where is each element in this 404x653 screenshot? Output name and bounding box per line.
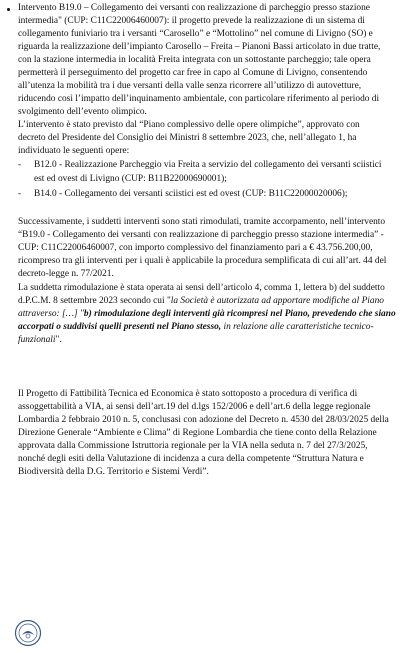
dash-marker: - xyxy=(18,160,22,170)
paragraph-line: approvata dalla Commissione Istruttoria regionale per la VIA nella seduta n. 7 del 27/3/2025, xyxy=(18,441,368,451)
bullet-line: svolgimento dell’evento olimpico. xyxy=(18,107,147,117)
italic-quote: in relazione alle caratteristiche tecnico- xyxy=(221,322,374,332)
paragraph-line: Successivamente, i suddetti interventi sono stati rimodulati, tramite accorpamento, nell’intervento xyxy=(18,217,386,227)
paragraph-line: Lombardia 2 febbraio 2010 n. 5, conclusasi con adozione del Decreto n. 4530 del 28/03/2025 della xyxy=(18,415,389,425)
paragraph-line: individuato le seguenti opere: xyxy=(18,146,130,156)
paragraph-line: Direzione Generale “Ambiente e Clima” di Regione Lombardia che tiene conto della Relazione xyxy=(18,428,377,438)
bullet-line: riducendo così l’impatto dell’inquinamento ambientale, con particolare riferimento al periodo di xyxy=(18,94,380,104)
italic-quote: la Società è autorizzata ad apportare modifiche al Piano xyxy=(170,296,384,306)
bullet-line: Intervento B19.0 – Collegamento dei versanti con realizzazione di parcheggio presso stazione xyxy=(18,3,370,13)
dash-item-line: B14.0 - Collegamento dei versanti sciistici est ed ovest (CUP: B11C22000020006); xyxy=(34,189,348,199)
dash-item-line: est ed ovest di Livigno (CUP: B11B22000690001); xyxy=(34,174,227,184)
bullet-line: con la stazione intermedia in località Freita integrata con un sottostante parcheggio; tale opera xyxy=(18,55,371,65)
paragraph-line: assoggettabilità a VIA, ai sensi dell’art.19 del d.lgs 152/2006 e dell’art.6 della legge regionale xyxy=(18,402,371,412)
bullet-line: collegamento funiviario tra i versanti “Carosello” e “Mottolino” nel comune di Livigno (SO) e xyxy=(18,29,373,39)
circular-seal-icon xyxy=(14,619,42,647)
italic-quote: attraverso: […] " xyxy=(18,309,84,319)
bullet-line: intermedia" (CUP: C11C22006460007): il progetto prevede la realizzazione di un sistema di xyxy=(18,16,365,26)
dash-item-line: B12.0 - Realizzazione Parcheggio via Freita a servizio del collegamento dei versanti sciistici xyxy=(34,160,382,170)
paragraph-line: nonché degli esiti della Valutazione di incidenza a cura della competente “Struttura Natura e xyxy=(18,454,364,464)
bullet-line: riguarda la realizzazione dell’impianto Carosello – Freita – Pianoni Bassi articolato in due tratte, xyxy=(18,42,381,52)
paragraph-line xyxy=(18,295,384,307)
bold-italic-quote: accorpati o suddivisi quelli presenti nel Piano stesso, xyxy=(18,322,222,332)
paragraph-line: “B19.0 - Collegamento dei versanti con realizzazione di parcheggio presso stazione intermedia” - xyxy=(18,230,384,240)
bullet-line: all’utenza la mobilità tra i due versanti della valle senza ricorrere all’utilizzo di autovetture, xyxy=(18,81,362,91)
plain-text: ". xyxy=(55,335,62,345)
paragraph-line xyxy=(18,308,396,320)
paragraph-line: Biodiversità della D.G. Territorio e Sistemi Verdi”. xyxy=(18,467,209,477)
dash-marker: - xyxy=(18,189,22,199)
bold-italic-quote: b) rimodulazione degli interventi già ricompresi nel Piano, prevedendo che siano xyxy=(83,309,396,319)
paragraph-line: ricompreso tra gli interventi per i quali è applicabile la procedura semplificata di cui all’art. 44 del xyxy=(18,256,387,266)
paragraph-line: CUP: C11C22006460007, con importo complessivo del finanziamento pari a € 43.756.200,00, xyxy=(18,243,373,253)
italic-quote: funzionali xyxy=(18,335,56,345)
bullet-line: permetterà il perseguimento del progetto car free in capo al Comune di Livigno, consentendo xyxy=(18,68,368,78)
paragraph-line: L’intervento è stato previsto dal “Piano complessivo delle opere olimpiche”, approvato con xyxy=(18,120,360,130)
plain-text: d.P.C.M. 8 settembre 2023 secondo cui " xyxy=(18,296,171,306)
paragraph-line xyxy=(18,334,62,346)
paragraph-line: decreto-legge n. 77/2021. xyxy=(18,269,114,279)
paragraph-line: decreto del Presidente del Consiglio dei Ministri 8 settembre 2023, che, nell’allegato 1, ha xyxy=(18,133,357,143)
paragraph-line: La suddetta rimodulazione è stata operata ai sensi dell’articolo 4, comma 1, lettera b) del suddetto xyxy=(18,283,385,293)
paragraph-line: Il Progetto di Fattibilità Tecnica ed Economica è stato sottoposto a procedura di verifica di xyxy=(18,389,358,399)
bullet-icon xyxy=(7,8,10,11)
paragraph-line xyxy=(18,321,374,333)
